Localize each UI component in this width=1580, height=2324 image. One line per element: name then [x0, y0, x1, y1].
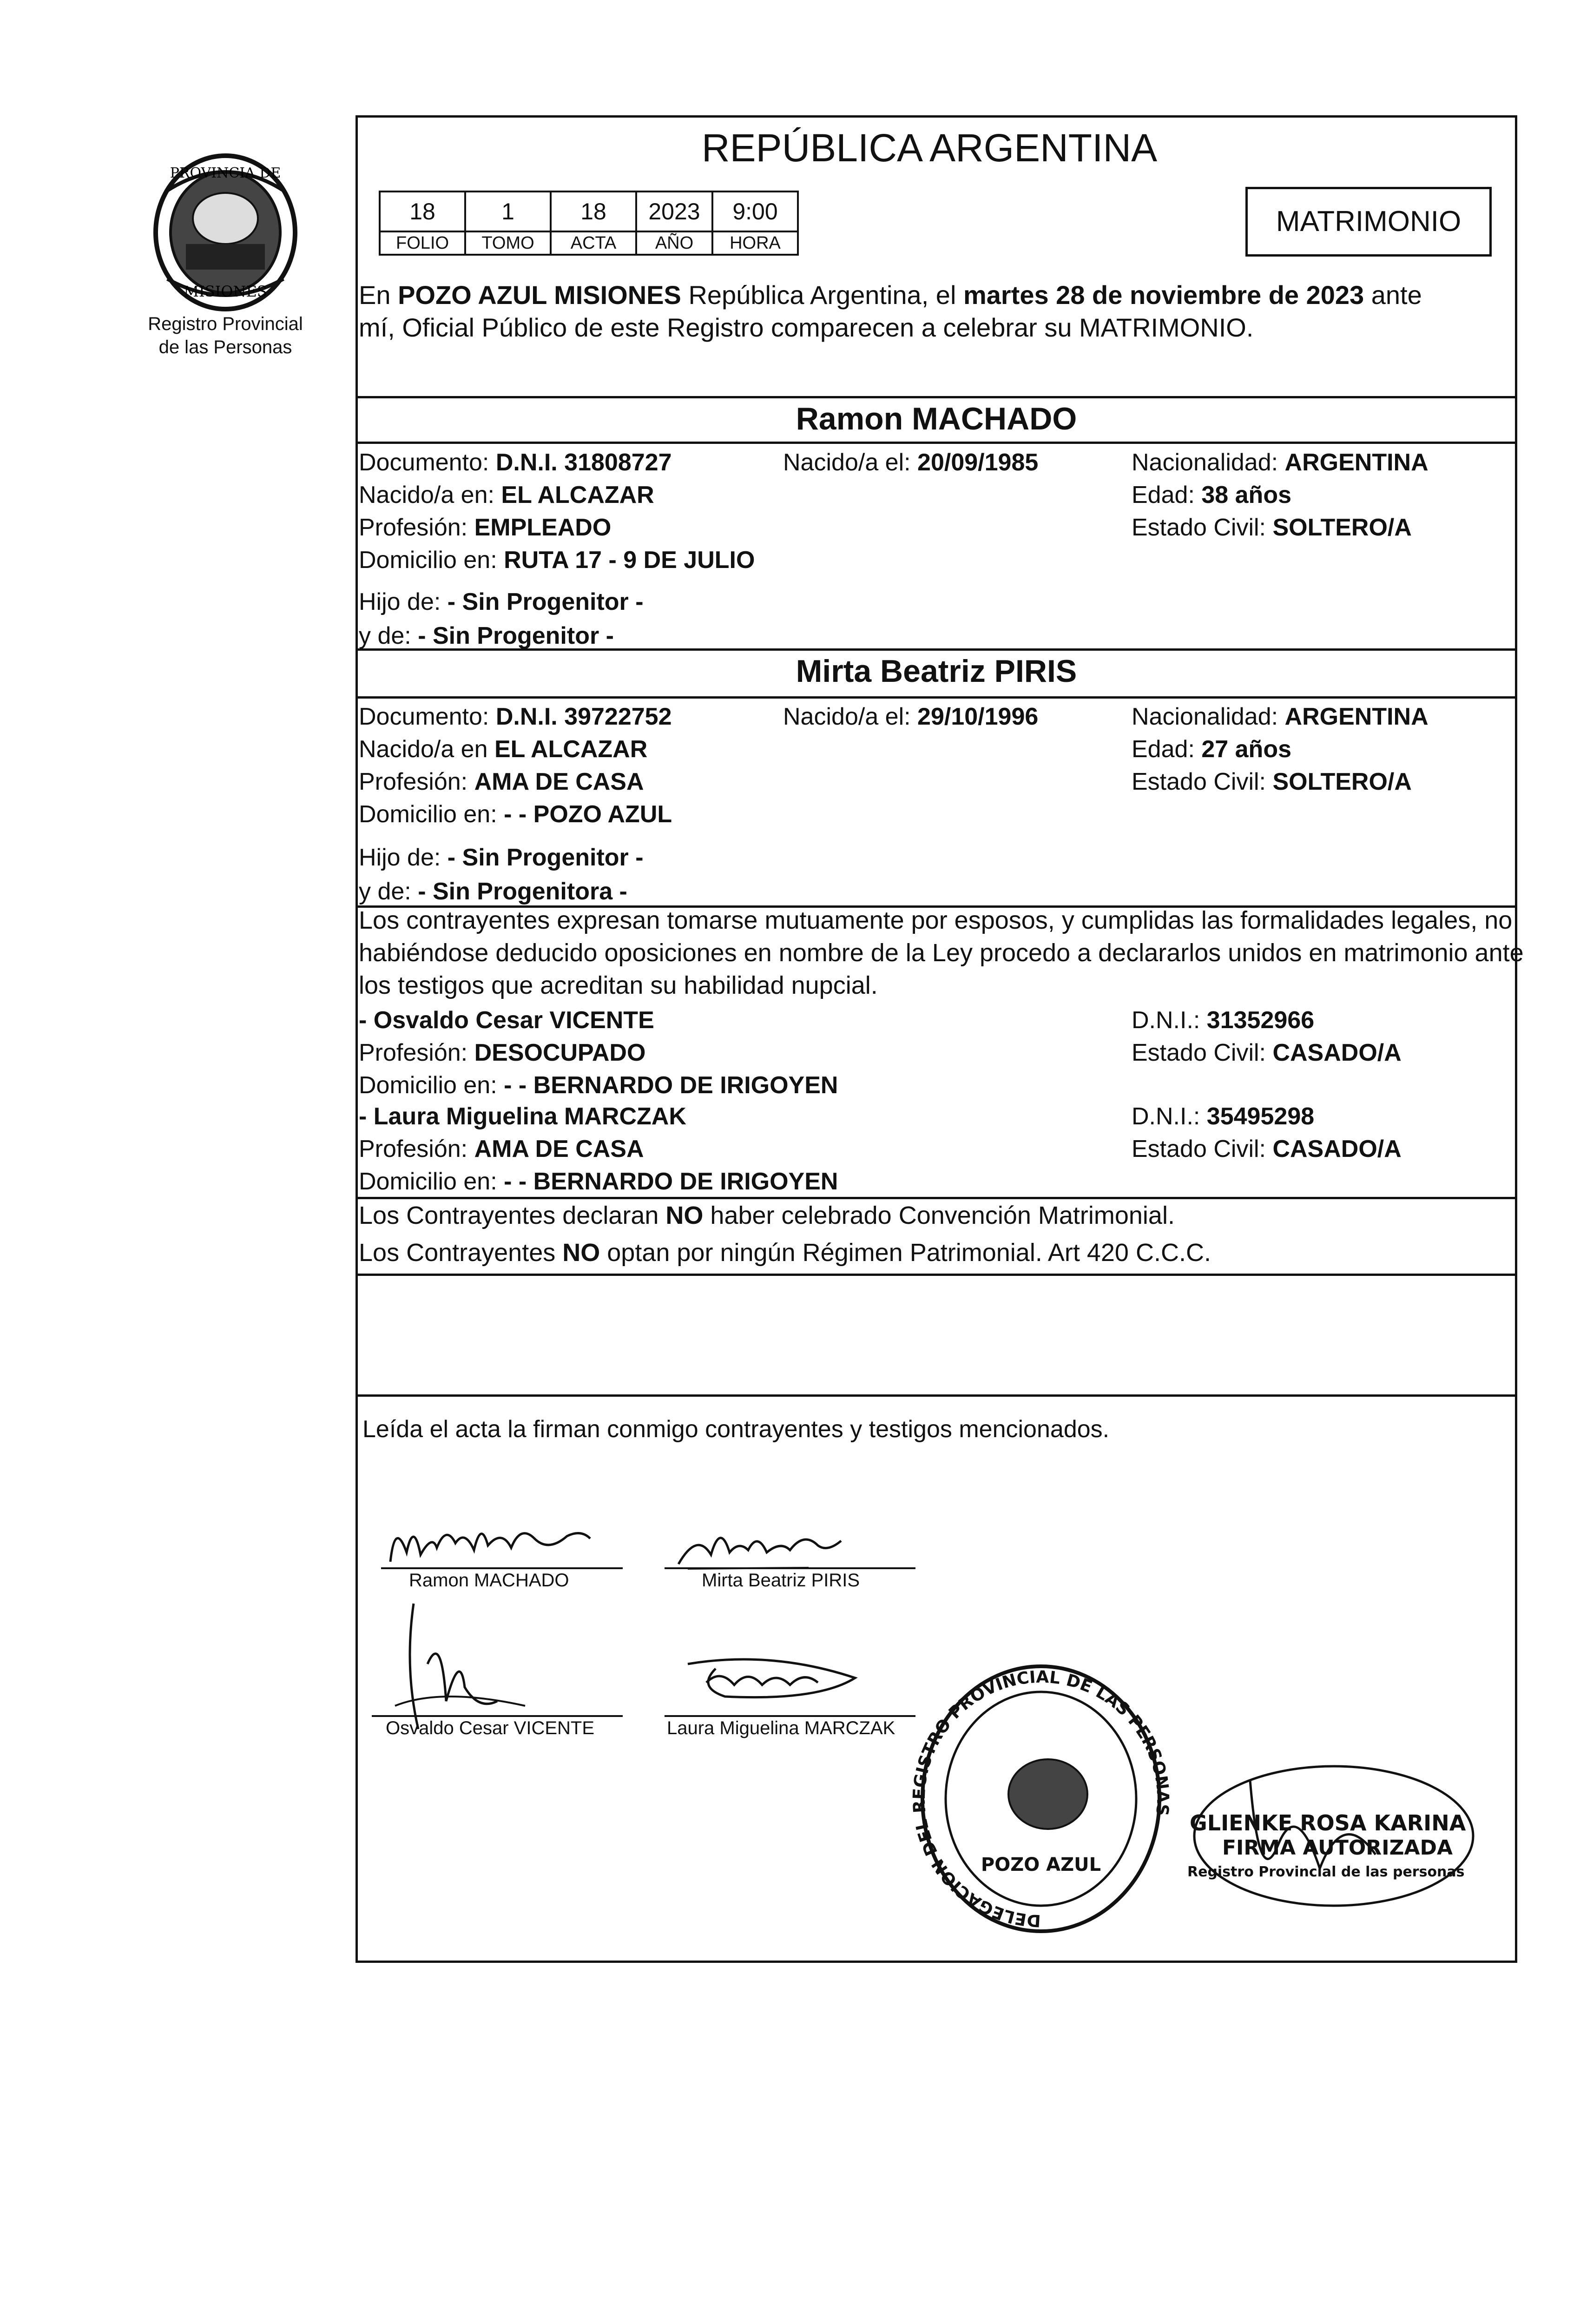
bride-age: Edad: 27 años: [1132, 736, 1291, 763]
acta-value: 18: [551, 191, 636, 231]
hour-value: 9:00: [712, 191, 798, 231]
signature-line: [372, 1715, 623, 1717]
declaration-line-1: Los contrayentes expresan tomarse mutuamente por esposos, y cumplidas las formalidades legales, no: [359, 906, 1513, 934]
intro-line-2: mí, Oficial Público de este Registro comparecen a celebrar su MATRIMONIO.: [359, 313, 1254, 342]
groom-profession: Profesión: EMPLEADO: [359, 514, 612, 541]
groom-age: Edad: 38 años: [1132, 482, 1291, 508]
stamp-official-title: FIRMA AUTORIZADA: [1222, 1836, 1453, 1860]
svg-text:DELEGACION DEL REGISTRO PROVIN: DELEGACION DEL REGISTRO PROVINCIAL DE LAS PERSONAS: [911, 1667, 1171, 1930]
bride-parent-2: y de: - Sin Progenitora -: [359, 878, 627, 905]
bride-civil-status: Estado Civil: SOLTERO/A: [1132, 768, 1412, 795]
witness-2-name: - Laura Miguelina MARCZAK: [359, 1103, 686, 1130]
witness-2-civil-status: Estado Civil: CASADO/A: [1132, 1136, 1402, 1162]
bride-birthplace: Nacido/a en EL ALCAZAR: [359, 736, 648, 763]
declaration-line-3: los testigos que acreditan su habilidad nupcial.: [359, 971, 878, 999]
bride-document: Documento: D.N.I. 39722752: [359, 703, 672, 730]
divider: [356, 1197, 1517, 1199]
svg-text:PROVINCIA DE: PROVINCIA DE: [170, 165, 281, 181]
groom-signature-label: Ramon MACHADO: [409, 1570, 569, 1591]
witness-1-name: - Osvaldo Cesar VICENTE: [359, 1007, 654, 1034]
delegation-round-seal: [911, 1655, 1171, 1952]
bride-profession: Profesión: AMA DE CASA: [359, 768, 644, 795]
registry-caption: Registro Provincial de las Personas: [148, 314, 303, 357]
tomo-label: TOMO: [465, 231, 551, 255]
province-seal-logo: [149, 149, 302, 316]
bride-address: Domicilio en: - - POZO AZUL: [359, 801, 672, 828]
acta-label: ACTA: [551, 231, 636, 255]
bride-name-title: Mirta Beatriz PIRIS: [796, 654, 1077, 689]
witness-2-signature-label: Laura Miguelina MARCZAK: [667, 1718, 895, 1738]
regime-line-1: Los Contrayentes declaran NO haber celebrado Convención Matrimonial.: [359, 1202, 1175, 1229]
tomo-value: 1: [465, 191, 551, 231]
intro-line-1: En POZO AZUL MISIONES República Argentina, el martes 28 de noviembre de 2023 ante: [359, 280, 1422, 310]
divider: [356, 648, 1517, 651]
groom-address: Domicilio en: RUTA 17 - 9 DE JULIO: [359, 547, 755, 574]
signature-line: [665, 1715, 915, 1717]
folio-value: 18: [380, 191, 465, 231]
witness-2-signature: [678, 1650, 874, 1717]
bride-signature: [669, 1513, 846, 1576]
bride-signature-label: Mirta Beatriz PIRIS: [702, 1570, 860, 1591]
witness-1-civil-status: Estado Civil: CASADO/A: [1132, 1039, 1402, 1066]
groom-document: Documento: D.N.I. 31808727: [359, 449, 672, 476]
record-data-table: [379, 191, 799, 256]
year-label: AÑO: [636, 231, 712, 255]
folio-label: FOLIO: [380, 231, 465, 255]
divider: [356, 1274, 1517, 1276]
witness-2-profession: Profesión: AMA DE CASA: [359, 1136, 644, 1162]
groom-nationality: Nacionalidad: ARGENTINA: [1132, 449, 1429, 476]
divider: [356, 1394, 1517, 1397]
document-title: REPÚBLICA ARGENTINA: [701, 126, 1158, 170]
divider: [356, 696, 1517, 699]
witness-1-address: Domicilio en: - - BERNARDO DE IRIGOYEN: [359, 1072, 838, 1099]
year-value: 2023: [636, 191, 712, 231]
bride-birthdate: Nacido/a el: 29/10/1996: [783, 703, 1039, 730]
groom-parent-1: Hijo de: - Sin Progenitor -: [359, 588, 644, 615]
witness-1-dni: D.N.I.: 31352966: [1132, 1007, 1315, 1034]
groom-birthplace: Nacido/a en: EL ALCAZAR: [359, 482, 654, 508]
closing-statement: Leída el acta la firman conmigo contrayentes y testigos mencionados.: [362, 1416, 1110, 1443]
hour-label: HORA: [712, 231, 798, 255]
official-stamp: [1180, 1752, 1496, 1920]
witness-2-dni: D.N.I.: 35495298: [1132, 1103, 1315, 1130]
regime-line-2: Los Contrayentes NO optan por ningún Régimen Patrimonial. Art 420 C.C.C.: [359, 1239, 1211, 1267]
witness-1-signature-label: Osvaldo Cesar VICENTE: [386, 1718, 595, 1738]
groom-name-title: Ramon MACHADO: [796, 401, 1077, 436]
bride-nationality: Nacionalidad: ARGENTINA: [1132, 703, 1429, 730]
groom-civil-status: Estado Civil: SOLTERO/A: [1132, 514, 1412, 541]
groom-parent-2: y de: - Sin Progenitor -: [359, 622, 614, 649]
divider: [356, 442, 1517, 444]
stamp-official-name: GLIENKE ROSA KARINA: [1190, 1810, 1466, 1835]
record-type-box: MATRIMONIO: [1245, 187, 1492, 257]
witness-2-address: Domicilio en: - - BERNARDO DE IRIGOYEN: [359, 1168, 838, 1195]
stamp-official-office: Registro Provincial de las personas: [1187, 1864, 1465, 1880]
signature-line: [665, 1567, 915, 1569]
groom-birthdate: Nacido/a el: 20/09/1985: [783, 449, 1039, 476]
witness-1-profession: Profesión: DESOCUPADO: [359, 1039, 646, 1066]
divider: [356, 396, 1517, 398]
svg-text:MISIONES: MISIONES: [184, 283, 267, 300]
bride-parent-1: Hijo de: - Sin Progenitor -: [359, 844, 644, 871]
signature-line: [381, 1567, 623, 1569]
declaration-line-2: habiéndose deducido oposiciones en nombre de la Ley procedo a declararlos unidos en matrimonio ante: [359, 939, 1524, 967]
svg-text:POZO AZUL: POZO AZUL: [981, 1854, 1101, 1875]
